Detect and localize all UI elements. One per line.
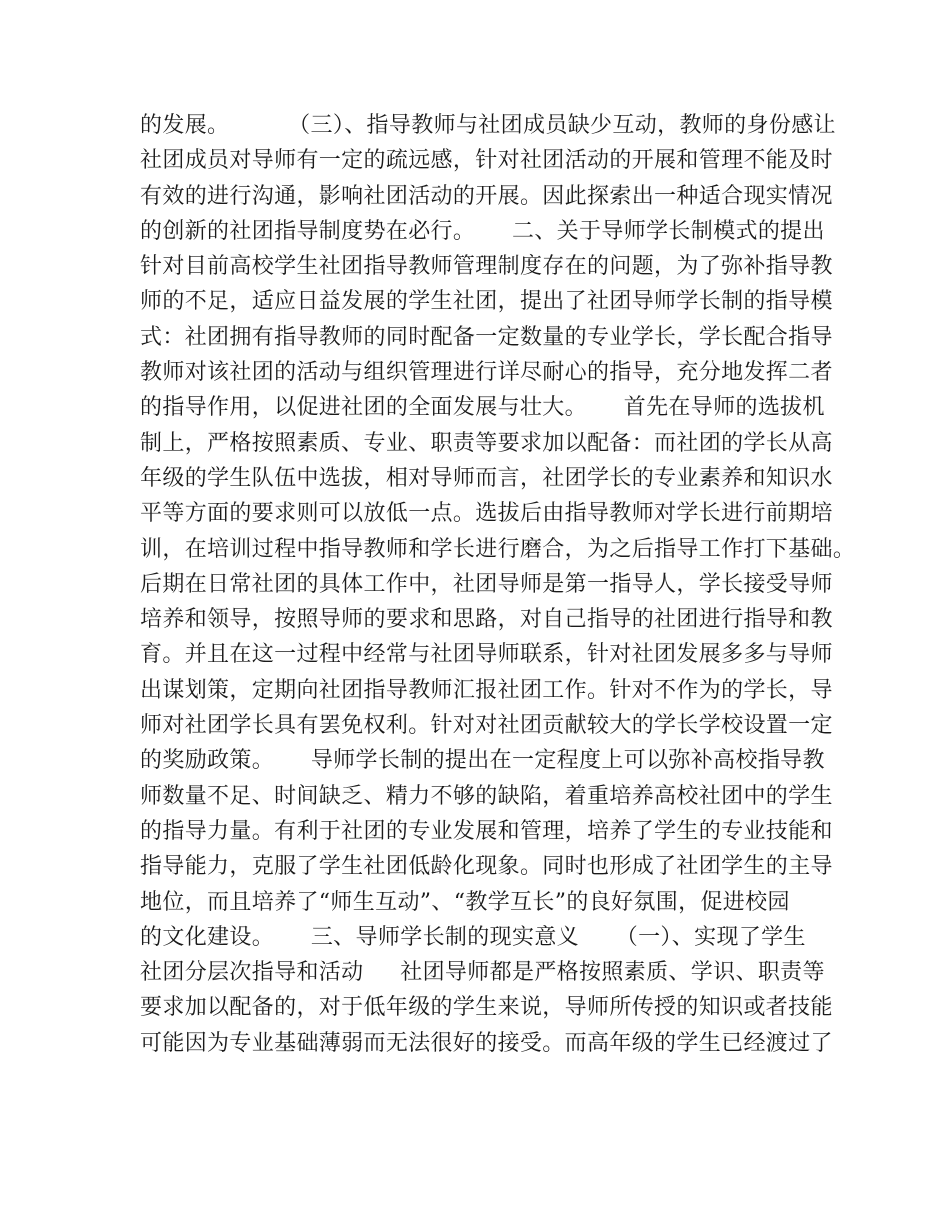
text-line: 社团分层次指导和活动 社团导师都是严格按照素质、学识、职责等 [140,960,825,986]
text-line: 的奖励政策。 导师学长制的提出在一定程度上可以弥补高校指导教 [140,748,825,774]
text-line: 训，在培训过程中指导教师和学长进行磨合，为之后指导工作打下基础。 [140,536,856,562]
text-line: 可能因为专业基础薄弱而无法很好的接受。而高年级的学生已经渡过了 [140,1030,833,1056]
text-line: 的指导作用，以促进社团的全面发展与壮大。 首先在导师的选拔机 [140,395,825,421]
text-line: 制上，严格按照素质、专业、职责等要求加以配备：而社团的学长从高 [140,430,833,456]
text-line: 有效的进行沟通，影响社团活动的开展。因此探索出一种适合现实情况 [140,183,833,209]
text-line: 的指导力量。有利于社团的专业发展和管理，培养了学生的专业技能和 [140,818,833,844]
text-line: 后期在日常社团的具体工作中，社团导师是第一指导人，学长接受导师 [140,571,833,597]
text-line: 指导能力，克服了学生社团低龄化现象。同时也形成了社团学生的主导 [140,854,833,880]
text-line: 式：社团拥有指导教师的同时配备一定数量的专业学长，学长配合指导 [140,324,833,350]
text-line: 年级的学生队伍中选拔，相对导师而言，社团学长的专业素养和知识水 [140,465,833,491]
text-line: 的文化建设。 三、导师学长制的现实意义 （一）、实现了学生 [140,924,806,950]
text-line: 地位，而且培养了“师生互动”、“教学互长”的良好氛围，促进校园 [140,889,790,915]
text-line: 的发展。 （三）、指导教师与社团成员缺少互动，教师的身份感让 [140,113,836,138]
text-line: 平等方面的要求则可以放低一点。选拔后由指导教师对学长进行前期培 [140,501,833,527]
text-line: 培养和领导，按照导师的要求和思路，对自己指导的社团进行指导和教 [140,607,833,633]
text-line: 针对目前高校学生社团指导教师管理制度存在的问题，为了弥补指导教 [140,254,833,280]
text-line: 育。并且在这一过程中经常与社团导师联系，针对社团发展多多与导师 [140,642,833,668]
text-line: 社团成员对导师有一定的疏远感，针对社团活动的开展和管理不能及时 [140,148,833,174]
body-text [140,108,856,1061]
text-line: 出谋划策，定期向社团指导教师汇报社团工作。针对不作为的学长，导 [140,677,833,703]
text-line: 的创新的社团指导制度势在必行。 二、关于导师学长制模式的提出 [140,218,825,244]
text-line: 师数量不足、时间缺乏、精力不够的缺陷，着重培养高校社团中的学生 [140,783,833,809]
text-line: 要求加以配备的，对于低年级的学生来说，导师所传授的知识或者技能 [140,995,833,1021]
text-line: 教师对该社团的活动与组织管理进行详尽耐心的指导，充分地发挥二者 [140,360,833,386]
text-line: 师的不足，适应日益发展的学生社团，提出了社团导师学长制的指导模 [140,289,833,315]
text-line: 师对社团学长具有罢免权利。针对对社团贡献较大的学长学校设置一定 [140,713,833,739]
